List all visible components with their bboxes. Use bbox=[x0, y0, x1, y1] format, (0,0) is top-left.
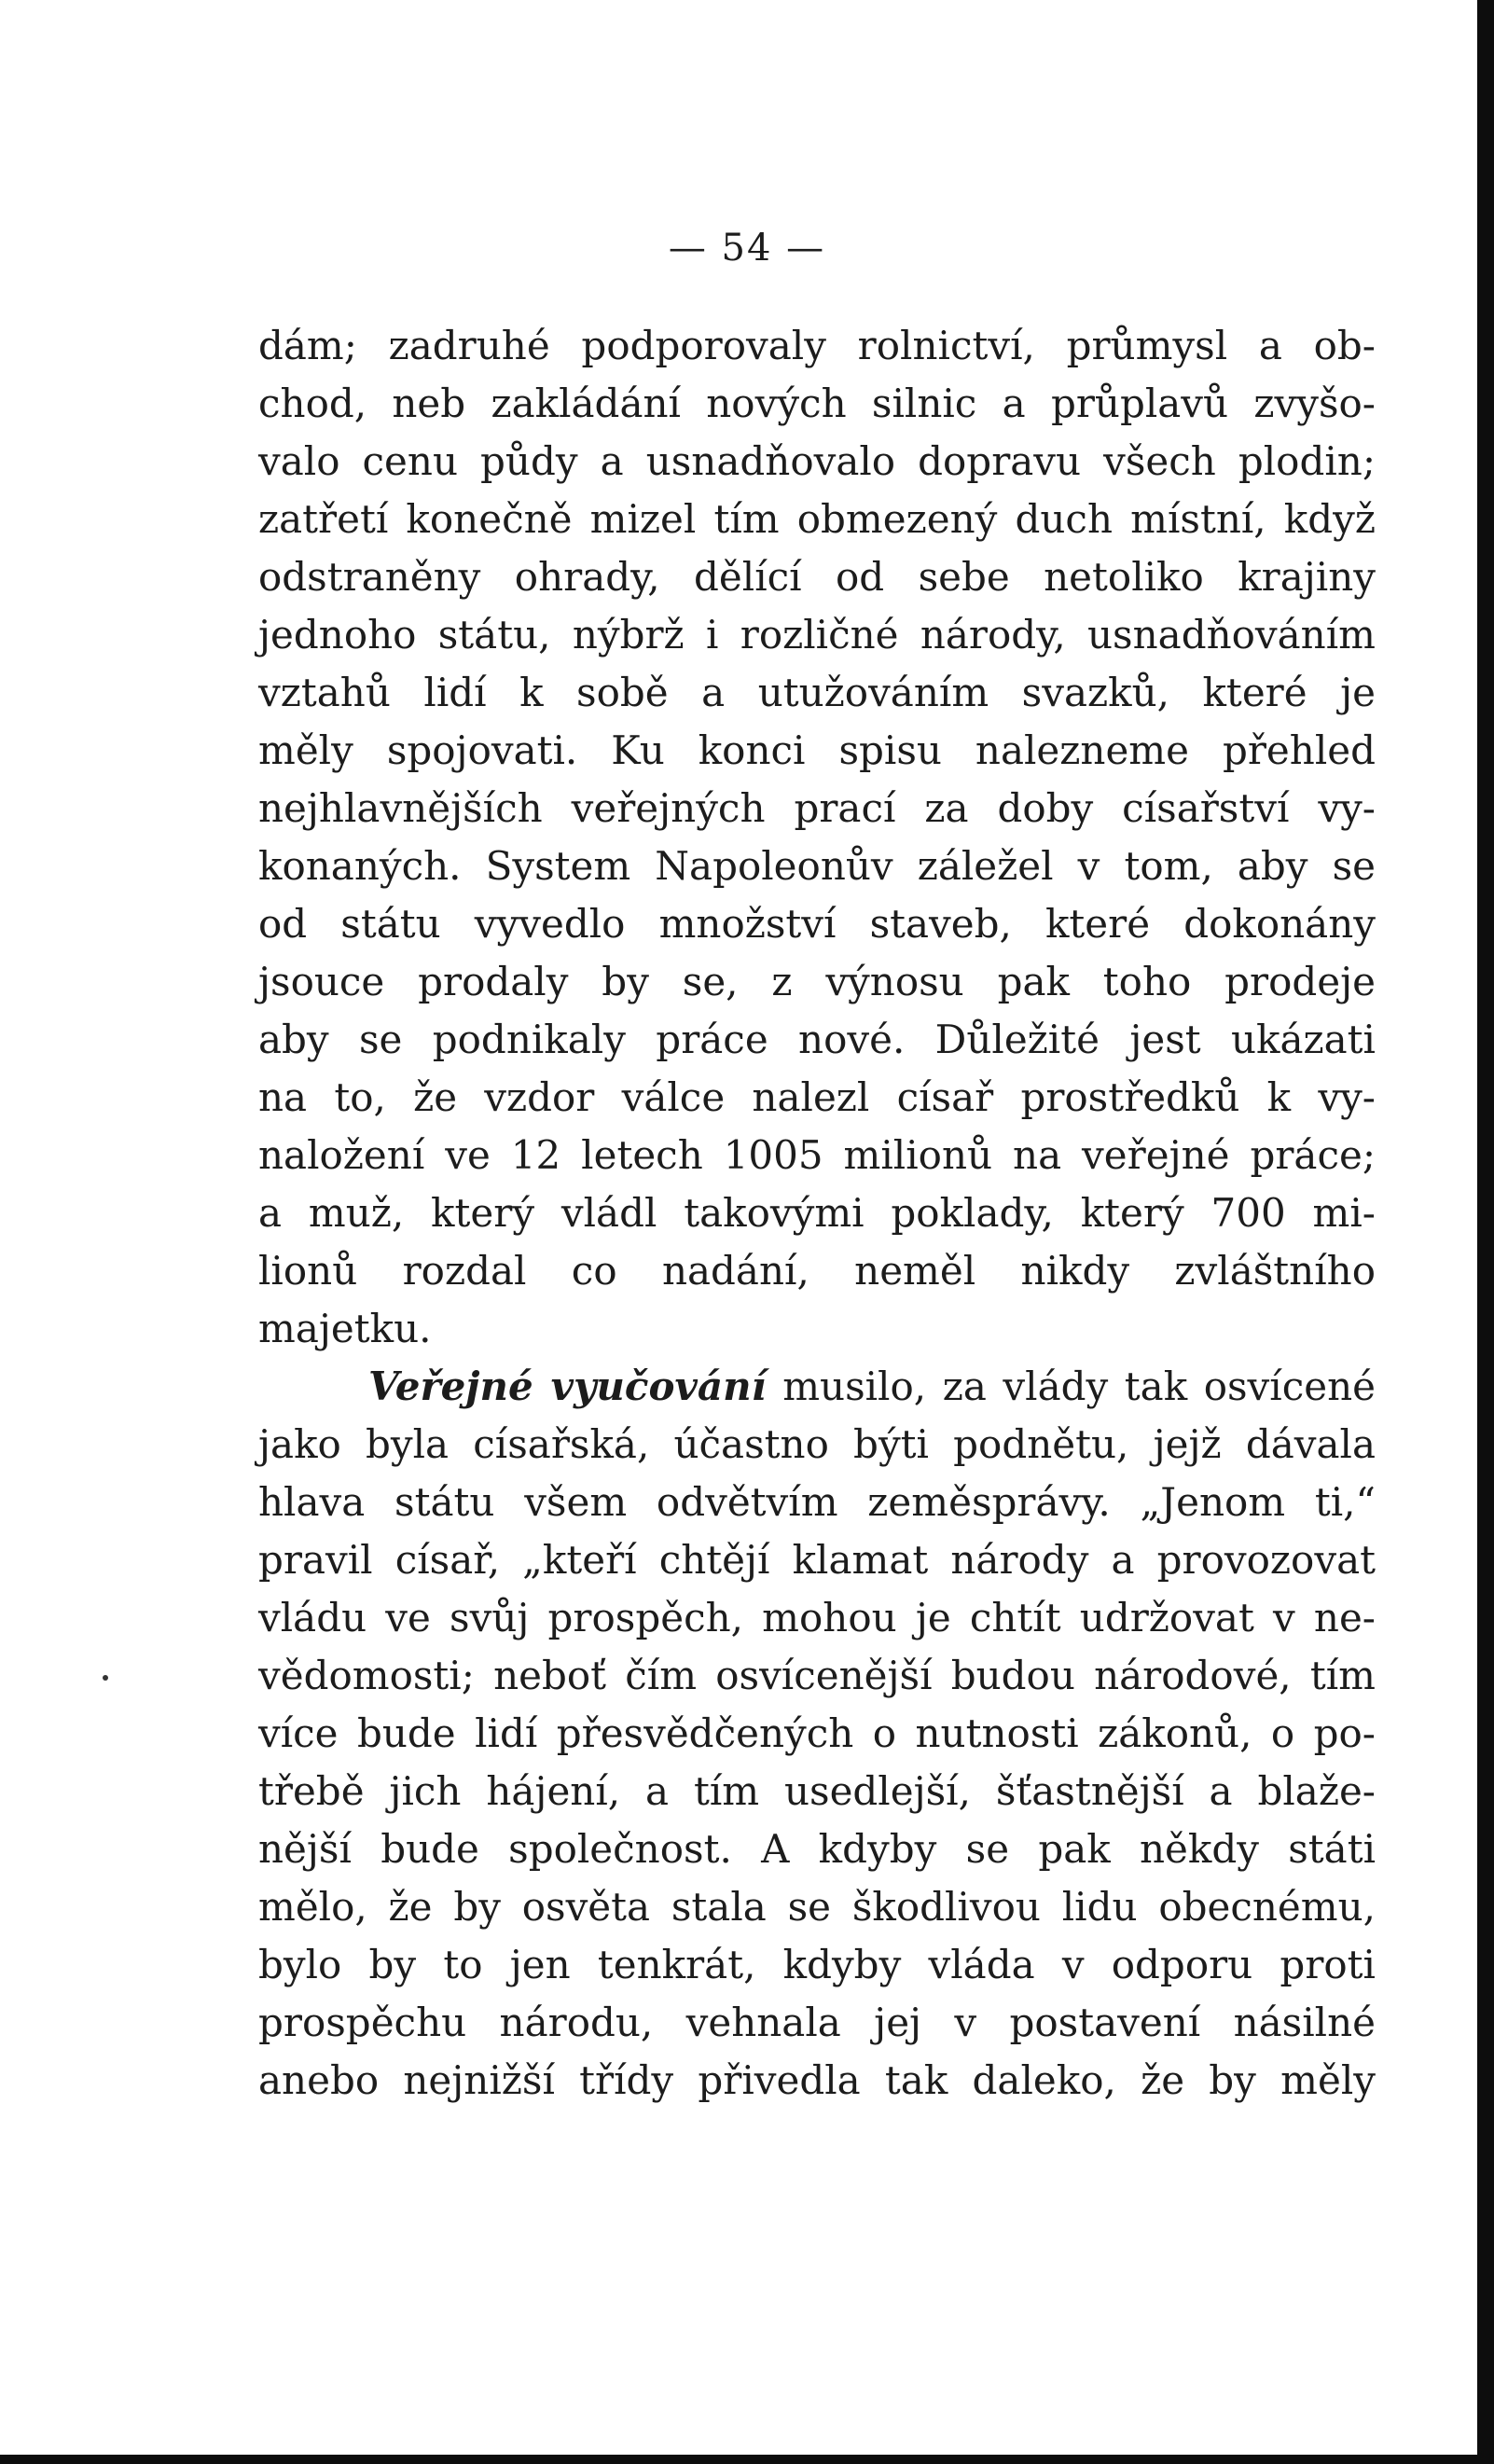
paragraph-2 bbox=[258, 1358, 1376, 2110]
text-line: chod, neb zakládání nových silnic a průplavů zvyšo- bbox=[258, 381, 1376, 426]
paragraph-1 bbox=[258, 317, 1376, 1358]
page-edge-shadow-bottom bbox=[0, 2455, 1494, 2464]
text-line: vztahů lidí k sobě a utužováním svazků, které je bbox=[258, 670, 1376, 715]
page-edge-shadow-right bbox=[1477, 0, 1494, 2464]
text-line: a muž, který vládl takovými poklady, který 700 mi- bbox=[258, 1190, 1376, 1236]
text-line: více bude lidí přesvědčených o nutnosti zákonů, o po- bbox=[258, 1710, 1376, 1756]
text-line: nější bude společnost. A kdyby se pak někdy státi bbox=[258, 1826, 1376, 1872]
text-line: bylo by to jen tenkrát, kdyby vláda v odporu proti bbox=[258, 1942, 1376, 1987]
text-line: prospěchu národu, vehnala jej v postavení násilné bbox=[258, 2000, 1376, 2045]
text-line: naložení ve 12 letech 1005 milionů na veřejné práce; bbox=[258, 1132, 1376, 1178]
text-line: jsouce prodaly by se, z výnosu pak toho prodeje bbox=[258, 959, 1376, 1004]
text-line: vědomosti; neboť čím osvícenější budou národové, tím bbox=[258, 1653, 1376, 1698]
text-line: mělo, že by osvěta stala se škodlivou lidu obecnému, bbox=[258, 1884, 1376, 1930]
text-line: dám; zadruhé podporovaly rolnictví, průmysl a ob- bbox=[258, 323, 1376, 368]
text-line: lionů rozdal co nadání, neměl nikdy zvláštního bbox=[258, 1248, 1376, 1294]
text-line: měly spojovati. Ku konci spisu nalezneme přehled bbox=[258, 727, 1376, 773]
text-line: třebě jich hájení, a tím usedlejší, šťastnější a blaže- bbox=[258, 1768, 1376, 1814]
text-line bbox=[258, 1358, 1376, 1416]
text-line: hlava státu všem odvětvím zeměsprávy. „Jenom ti,“ bbox=[258, 1479, 1376, 1525]
text-line: majetku. bbox=[258, 1306, 432, 1351]
text-line: konaných. System Napoleonův záležel v tom, aby se bbox=[258, 843, 1376, 889]
text-line: anebo nejnižší třídy přivedla tak daleko, že by měly bbox=[258, 2057, 1376, 2103]
text-line: na to, že vzdor válce nalezl císař prostředků k vy- bbox=[258, 1074, 1376, 1120]
text-line: jako byla císařská, účastno býti podnětu, jejž dávala bbox=[258, 1421, 1376, 1467]
text-body bbox=[258, 317, 1376, 2110]
text-line: valo cenu půdy a usnadňovalo dopravu všech plodin; bbox=[258, 438, 1376, 484]
text-line: od státu vyvedlo množství staveb, které dokonány bbox=[258, 901, 1376, 947]
text-line: nejhlavnějších veřejných prací za doby císařství vy- bbox=[258, 785, 1376, 831]
text-line: vládu ve svůj prospěch, mohou je chtít udržovat v ne- bbox=[258, 1595, 1376, 1640]
emphasized-heading: Veřejné vyučování bbox=[368, 1364, 767, 1409]
text-line: pravil císař, „kteří chtějí klamat národy a provozovat bbox=[258, 1537, 1376, 1583]
text-line: zatřetí konečně mizel tím obmezený duch místní, když bbox=[258, 496, 1376, 542]
page-number: — 54 — bbox=[668, 227, 826, 270]
text-span: musilo, za vlády tak osvícené bbox=[766, 1364, 1376, 1409]
text-line: odstraněny ohrady, dělící od sebe netoliko krajiny bbox=[258, 554, 1376, 600]
text-line: aby se podnikaly práce nové. Důležité jest ukázati bbox=[258, 1017, 1376, 1062]
margin-speck bbox=[103, 1675, 108, 1681]
text-line: jednoho státu, nýbrž i rozličné národy, usnadňováním bbox=[258, 612, 1376, 658]
